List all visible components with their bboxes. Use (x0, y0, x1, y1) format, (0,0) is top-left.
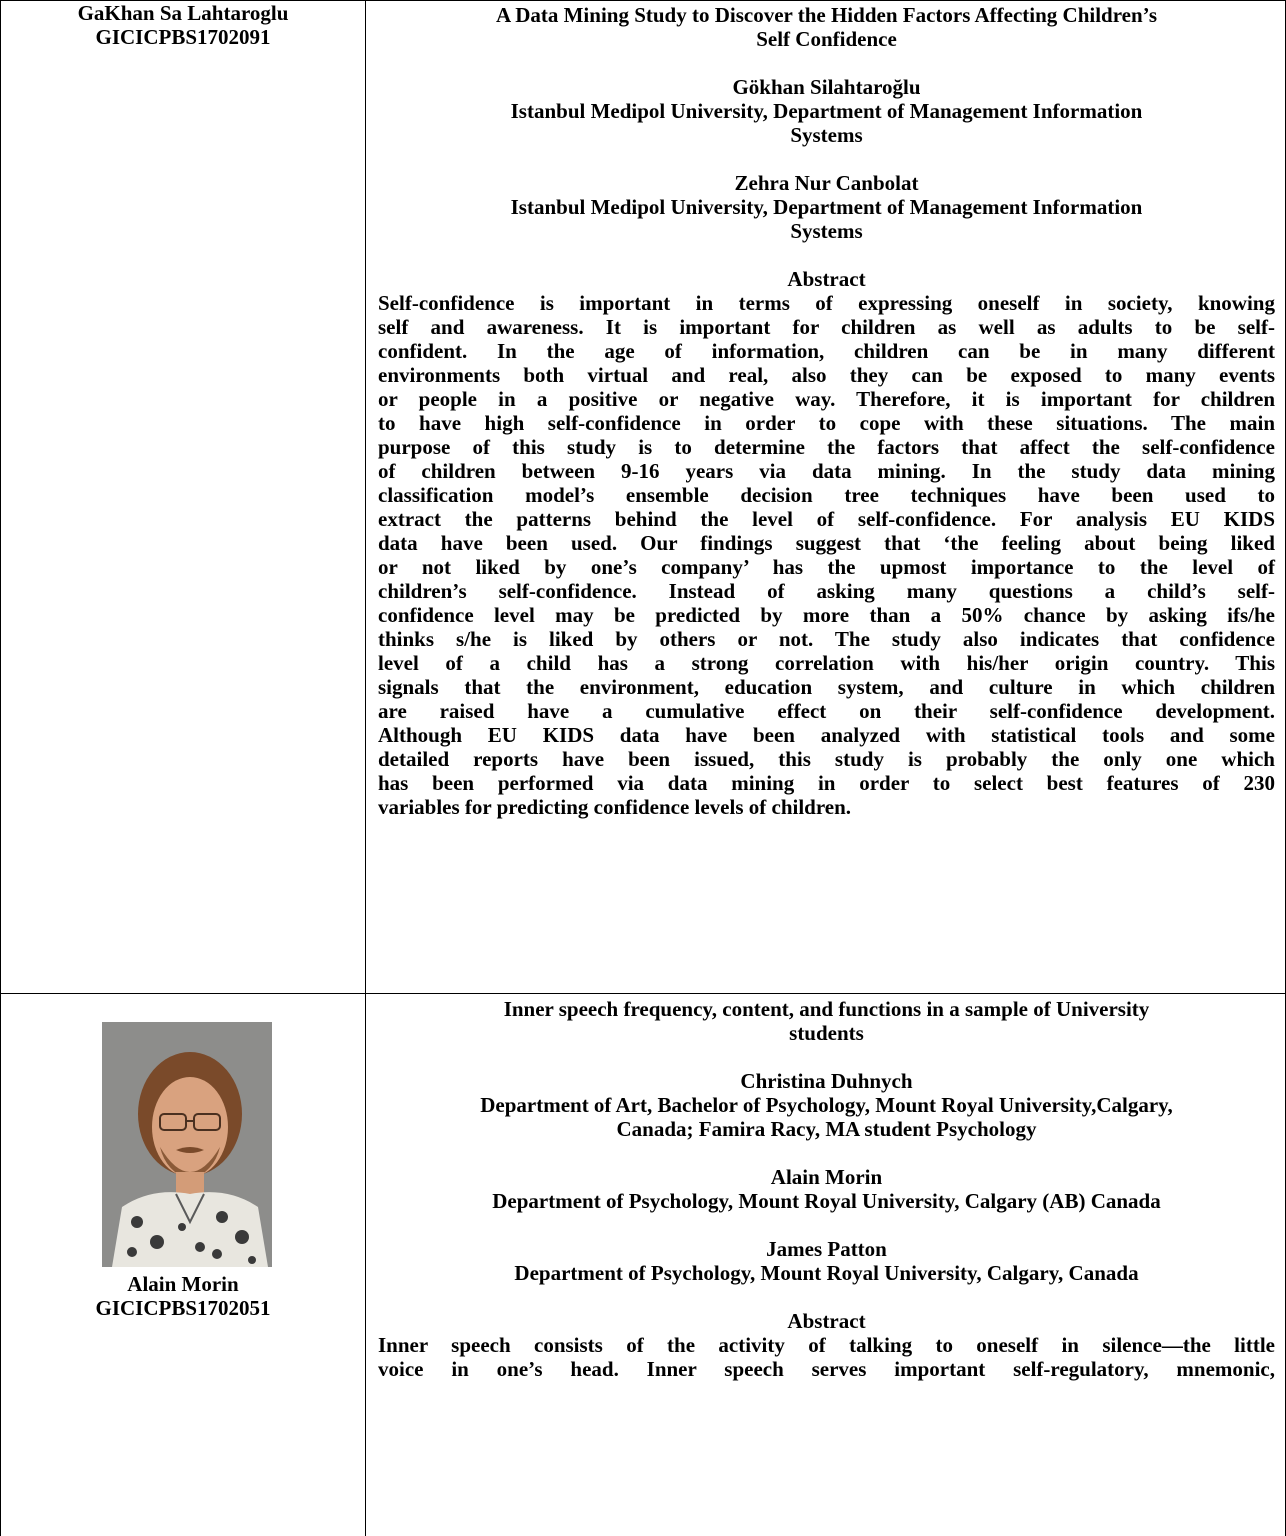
abstract-heading: Abstract (787, 267, 866, 291)
author-affiliation: Istanbul Medipol University, Department of Management Information (510, 195, 1143, 219)
speaker-cell-1 (1, 1, 365, 49)
abstract-line: detailed reports have been issued, this study is probably the only one which (378, 747, 1275, 771)
author-affiliation: Department of Psychology, Mount Royal University, Calgary, Canada (514, 1261, 1139, 1285)
speaker-name: GaKhan Sa Lahtaroglu (77, 1, 289, 25)
author-name: Zehra Nur Canbolat (734, 171, 919, 195)
abstract-line: Self-confidence is important in terms of expressing oneself in society, knowing (378, 291, 1275, 315)
abstract-heading: Abstract (787, 1309, 866, 1333)
author-name: Alain Morin (770, 1165, 883, 1189)
author-block (378, 75, 1275, 147)
author-block (378, 1069, 1275, 1141)
author-affiliation: Systems (790, 123, 863, 147)
paper-title-line: Inner speech frequency, content, and functions in a sample of University (503, 997, 1150, 1021)
abstract-line: are raised have a cumulative effect on their self-confidence development. (378, 699, 1275, 723)
author-affiliation: Department of Psychology, Mount Royal University, Calgary (AB) Canada (492, 1189, 1161, 1213)
abstract-line: environments both virtual and real, also they can be exposed to many events (378, 363, 1275, 387)
abstract-line: confidence level may be predicted by more than a 50% chance by asking ifs/he (378, 603, 1275, 627)
abstract-line: data have been used. Our findings suggest that ‘the feeling about being liked (378, 531, 1275, 555)
paper-title-line: A Data Mining Study to Discover the Hidden Factors Affecting Children’s (495, 3, 1158, 27)
row-divider (0, 993, 1286, 994)
abstract-line: confident. In the age of information, children can be in many different (378, 339, 1275, 363)
abstract-line: to have high self-confidence in order to cope with these situations. The main (378, 411, 1275, 435)
portrait-image (102, 1022, 272, 1267)
abstract-line: or people in a positive or negative way. Therefore, it is important for children (378, 387, 1275, 411)
abstract-line: variables for predicting confidence levels of children. (378, 795, 852, 819)
author-block (378, 1237, 1275, 1285)
abstract-line: Although EU KIDS data have been analyzed with statistical tools and some (378, 723, 1275, 747)
abstract-line: or not liked by one’s company’ has the upmost importance to the level of (378, 555, 1275, 579)
abstract-line: of children between 9-16 years via data mining. In the study data mining (378, 459, 1275, 483)
author-affiliation: Canada; Famira Racy, MA student Psychology (616, 1117, 1037, 1141)
paper-title (378, 997, 1275, 1045)
abstract-line: thinks s/he is liked by others or not. The study also indicates that confidence (378, 627, 1275, 651)
abstract-line: purpose of this study is to determine the factors that affect the self-confidence (378, 435, 1275, 459)
speaker-photo (102, 1022, 272, 1267)
speaker-name: Alain Morin (127, 1272, 239, 1296)
abstract-line: level of a child has a strong correlation with his/her origin country. This (378, 651, 1275, 675)
paper-cell-2 (366, 997, 1285, 1381)
author-affiliation: Department of Art, Bachelor of Psychology, Mount Royal University,Calgary, (480, 1093, 1173, 1117)
abstract-line: classification model’s ensemble decision tree techniques have been used to (378, 483, 1275, 507)
abstract-body (378, 1333, 1275, 1381)
abstract-line: Inner speech consists of the activity of talking to oneself in silence—the little (378, 1333, 1275, 1357)
abstract-line: extract the patterns behind the level of self-confidence. For analysis EU KIDS (378, 507, 1275, 531)
author-affiliation: Istanbul Medipol University, Department of Management Information (510, 99, 1143, 123)
abstract-line: voice in one’s head. Inner speech serves important self-regulatory, mnemonic, (378, 1357, 1275, 1381)
author-name: Christina Duhnych (740, 1069, 913, 1093)
speaker-code: GICICPBS1702051 (95, 1296, 271, 1320)
author-affiliation: Systems (790, 219, 863, 243)
author-block (378, 171, 1275, 243)
paper-title-line: students (789, 1021, 864, 1045)
paper-title-line: Self Confidence (756, 27, 897, 51)
abstract-line: children’s self-confidence. Instead of asking many questions a child’s self- (378, 579, 1275, 603)
speaker-cell-2 (1, 1272, 365, 1320)
author-name: Gökhan Silahtaroğlu (732, 75, 921, 99)
abstract-line: has been performed via data mining in order to select best features of 230 (378, 771, 1275, 795)
author-block (378, 1165, 1275, 1213)
abstract-line: self and awareness. It is important for children as well as adults to be self- (378, 315, 1275, 339)
abstract-line: signals that the environment, education system, and culture in which children (378, 675, 1275, 699)
paper-title (378, 3, 1275, 51)
speaker-code: GICICPBS1702091 (95, 25, 271, 49)
author-name: James Patton (766, 1237, 887, 1261)
abstract-body (378, 291, 1275, 819)
paper-cell-1 (366, 3, 1285, 819)
